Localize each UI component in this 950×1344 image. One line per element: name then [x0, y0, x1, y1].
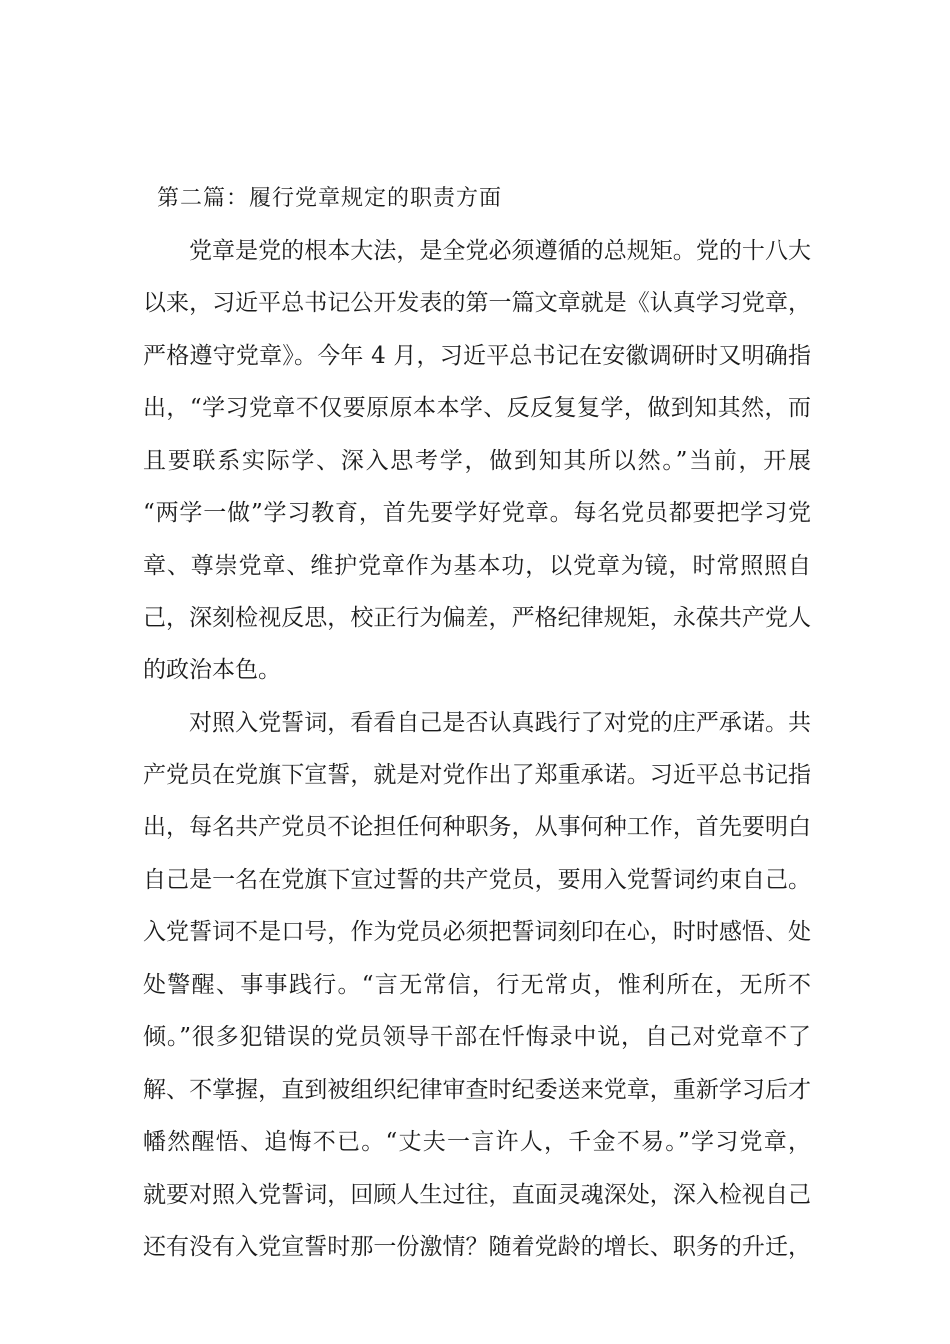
paragraph-1-line-2: 以来，习近平总书记公开发表的第一篇文章就是《认真学习党章， — [143, 290, 811, 316]
paragraph-1-line-1: 党章是党的根本大法，是全党必须遵循的总规矩。党的十八大 — [189, 238, 811, 264]
paragraph-2-line-11: 还有没有入党宣誓时那一份激情？随着党龄的增长、职务的升迁， — [143, 1234, 811, 1260]
paragraph-2-line-6: 处警醒、事事践行。“言无常信，行无常贞，惟利所在，无所不 — [143, 972, 811, 998]
paragraph-2-line-8: 解、不掌握，直到被组织纪律审查时纪委送来党章，重新学习后才 — [143, 1077, 811, 1103]
paragraph-1-line-6: “两学一做”学习教育，首先要学好党章。每名党员都要把学习党 — [143, 500, 811, 526]
paragraph-2-line-10: 就要对照入党誓词，回顾人生过往，直面灵魂深处，深入检视自己 — [143, 1182, 811, 1208]
paragraph-2-line-3: 出，每名共产党员不论担任何种职务，从事何种工作，首先要明白 — [143, 814, 811, 840]
paragraph-1-line-7: 章、尊崇党章、维护党章作为基本功，以党章为镜，时常照照自 — [143, 553, 811, 579]
document-title: 第二篇：履行党章规定的职责方面 — [157, 186, 503, 211]
paragraph-2-line-4: 自己是一名在党旗下宣过誓的共产党员，要用入党誓词约束自己。 — [143, 867, 811, 893]
paragraph-2-line-1: 对照入党誓词，看看自己是否认真践行了对党的庄严承诺。共 — [189, 710, 811, 736]
paragraph-2-line-9: 幡然醒悟、追悔不已。“丈夫一言许人，千金不易。”学习党章， — [143, 1129, 811, 1155]
paragraph-2-line-7: 倾。”很多犯错误的党员领导干部在忏悔录中说，自己对党章不了 — [143, 1024, 811, 1050]
paragraph-1-line-5: 且要联系实际学、深入思考学，做到知其所以然。”当前，开展 — [143, 448, 811, 474]
paragraph-1-line-9: 的政治本色。 — [143, 657, 281, 683]
paragraph-2-line-2: 产党员在党旗下宣誓，就是对党作出了郑重承诺。习近平总书记指 — [143, 762, 811, 788]
paragraph-1-line-4: 出，“学习党章不仅要原原本本学、反反复复学，做到知其然，而 — [143, 395, 811, 421]
paragraph-1-line-3: 严格遵守党章》。今年 4 月，习近平总书记在安徽调研时又明确指 — [143, 343, 811, 369]
paragraph-2-line-5: 入党誓词不是口号，作为党员必须把誓词刻印在心，时时感悟、处 — [143, 919, 811, 945]
paragraph-1-line-8: 己，深刻检视反思，校正行为偏差，严格纪律规矩，永葆共产党人 — [143, 605, 811, 631]
